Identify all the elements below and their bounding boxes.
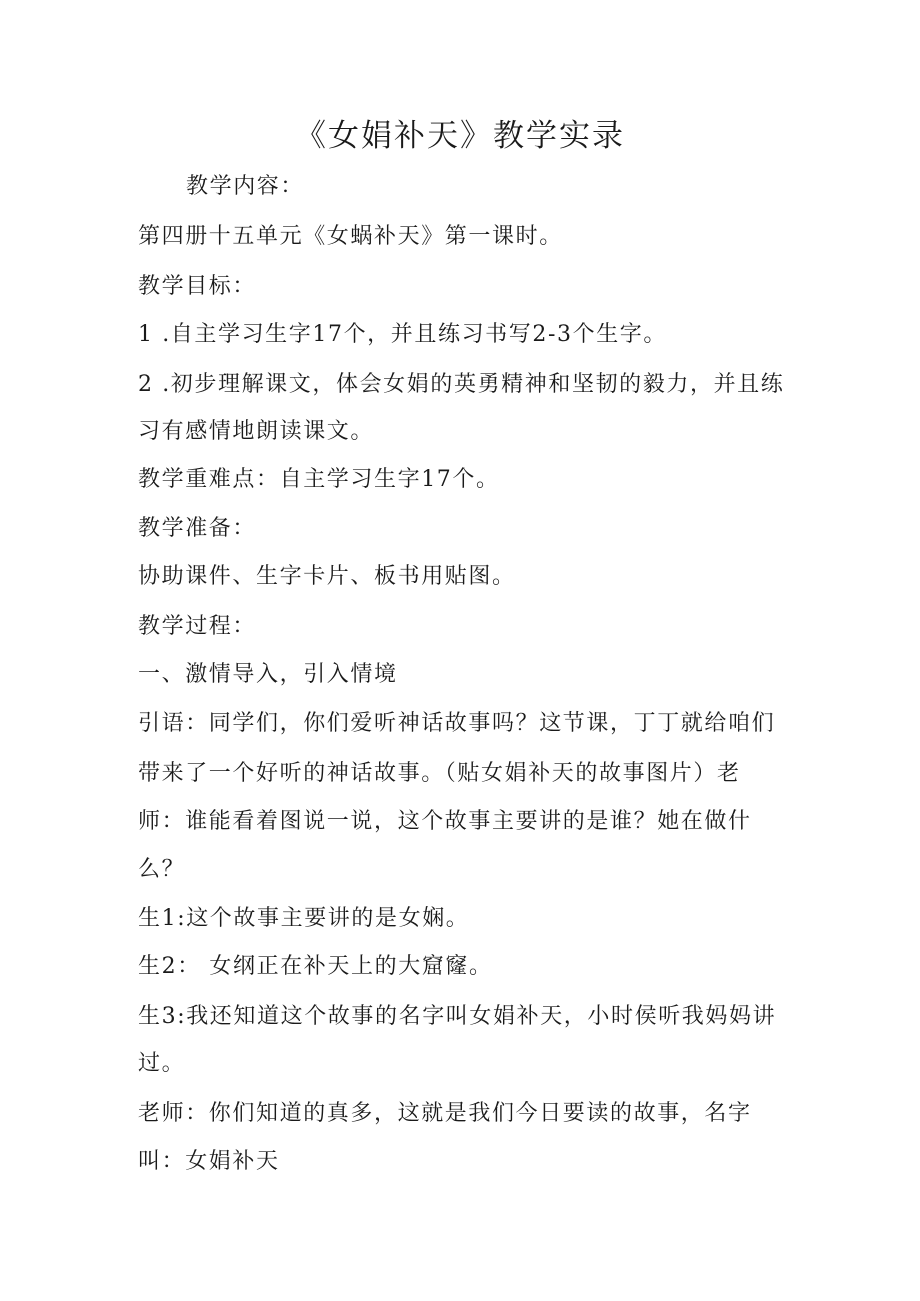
student-answer-1: 生1:这个故事主要讲的是女娴。 <box>138 906 470 931</box>
document-title: 《女娟补天》教学实录 <box>295 118 625 154</box>
paragraph-line: 么？ <box>138 857 186 882</box>
teacher-remark: 老师：你们知道的真多，这就是我们今日要读的故事，名字 <box>138 1101 752 1126</box>
section-label-content: 教学内容： <box>186 174 305 199</box>
section-label-process: 教学过程： <box>138 614 257 639</box>
key-points-text: 教学重难点：自主学习生字17个。 <box>138 467 500 492</box>
teacher-remark-cont: 叫：女娟补天 <box>138 1149 280 1174</box>
student-answer-3-cont: 过。 <box>138 1051 186 1076</box>
content-text: 第四册十五单元《女蜗补天》第一课时。 <box>138 224 563 249</box>
section-label-preparation: 教学准备： <box>138 516 257 541</box>
process-step-1-heading: 一、激情导入，引入情境 <box>138 662 398 687</box>
preparation-text: 协助课件、生字卡片、板书用贴图。 <box>138 564 516 589</box>
goal-item-2: 2 .初步理解课文，体会女娟的英勇精神和坚韧的毅力，并且练 <box>138 372 785 397</box>
goal-item-2-cont: 习有感情地朗读课文。 <box>138 419 375 444</box>
goal-item-1: 1 .自主学习生字17个，并且练习书写2-3个生字。 <box>138 322 668 347</box>
section-label-goals: 教学目标： <box>138 274 257 299</box>
paragraph-line: 引语：同学们，你们爱听神话故事吗？这节课，丁丁就给咱们 <box>138 711 776 736</box>
paragraph-line: 带来了一个好听的神话故事。（贴女娟补天的故事图片）老 <box>138 761 741 786</box>
paragraph-line: 师：谁能看着图说一说，这个故事主要讲的是谁？她在做什 <box>138 809 752 834</box>
student-answer-3: 生3:我还知道这个故事的名字叫女娟补天，小时侯听我妈妈讲 <box>138 1004 777 1029</box>
student-answer-2: 生2： 女纲正在补天上的大窟窿。 <box>138 954 493 979</box>
